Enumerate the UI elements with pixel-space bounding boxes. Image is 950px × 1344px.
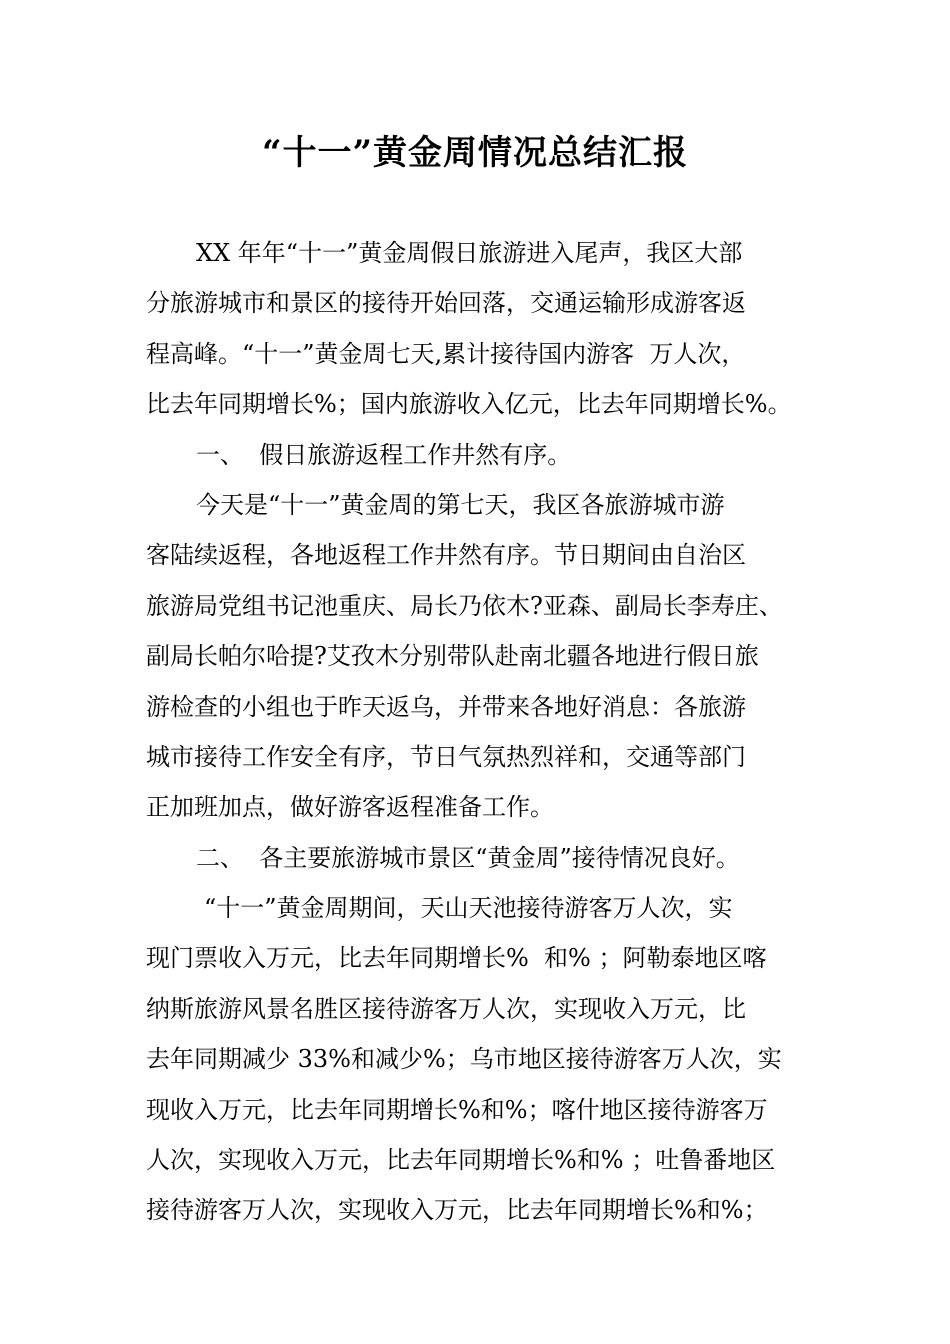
section-heading-1: 一、 假日旅游返程工作井然有序。 bbox=[196, 440, 572, 469]
paragraph-line: 人次，实现收入万元，比去年同期增长%和% ；吐鲁番地区 bbox=[146, 1146, 776, 1175]
paragraph-line: 接待游客万人次，实现收入万元，比去年同期增长%和%； bbox=[146, 1196, 768, 1225]
paragraph-line: 旅游局党组书记池重庆、局长乃依木?亚森、副局长李寿庄、 bbox=[146, 591, 783, 620]
paragraph-line: 今天是“十一”黄金周的第七天，我区各旅游城市游 bbox=[196, 490, 725, 519]
paragraph-line: 去年同期减少 33%和减少%；乌市地区接待游客万人次，实 bbox=[146, 1045, 782, 1074]
document-title: “十一”黄金周情况总结汇报 bbox=[261, 133, 689, 173]
paragraph-line: 分旅游城市和景区的接待开始回落，交通运输形成游客返 bbox=[146, 289, 746, 318]
section-heading-2: 二、 各主要旅游城市景区“黄金周”接待情况良好。 bbox=[196, 843, 740, 872]
paragraph-line: 比去年同期增长%；国内旅游收入亿元，比去年同期增长%。 bbox=[146, 390, 792, 419]
paragraph-line: 正加班加点，做好游客返程准备工作。 bbox=[146, 793, 554, 822]
paragraph-line: “十一”黄金周期间，天山天池接待游客万人次，实 bbox=[204, 894, 733, 923]
paragraph-line: 程高峰。“十一”黄金周七天,累计接待国内游客 万人次， bbox=[146, 339, 746, 368]
paragraph-line: 现门票收入万元，比去年同期增长% 和% ；阿勒泰地区喀 bbox=[146, 944, 767, 973]
paragraph-line: 城市接待工作安全有序，节日气氛热烈祥和，交通等部门 bbox=[146, 742, 746, 771]
paragraph-line: 客陆续返程，各地返程工作井然有序。节日期间由自治区 bbox=[146, 541, 746, 570]
document-body bbox=[146, 228, 810, 1236]
paragraph-line: 纳斯旅游风景名胜区接待游客万人次，实现收入万元，比 bbox=[146, 994, 746, 1023]
paragraph-line: 游检查的小组也于昨天返乌，并带来各地好消息：各旅游 bbox=[146, 692, 746, 721]
paragraph-line: 现收入万元，比去年同期增长%和%；喀什地区接待游客万 bbox=[146, 1095, 768, 1124]
paragraph-line: 副局长帕尔哈提?艾孜木分别带队赴南北疆各地进行假日旅 bbox=[146, 642, 759, 671]
paragraph-line: XX 年年“十一”黄金周假日旅游进入尾声，我区大部 bbox=[196, 239, 743, 267]
